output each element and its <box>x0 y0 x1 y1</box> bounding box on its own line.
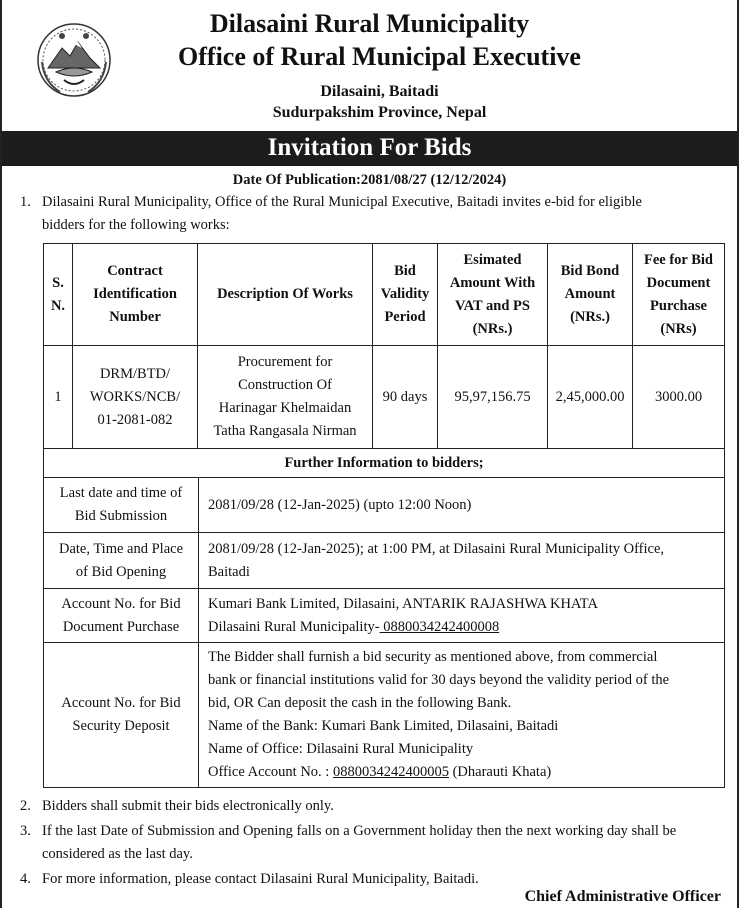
header-line: Document <box>646 274 711 291</box>
row-label <box>44 478 199 533</box>
point-number: 2. <box>20 798 31 814</box>
cell-line: Procurement for <box>237 354 333 370</box>
cell-line: Construction Of <box>238 377 332 393</box>
address-line-1: Dilasaini, Baitadi <box>320 83 439 100</box>
label-line: Security Deposit <box>72 718 170 734</box>
cell-sn: 1 <box>44 346 73 449</box>
cell-line: WORKS/NCB/ <box>89 388 181 405</box>
office-name: Office of Rural Municipal Executive <box>178 42 581 71</box>
table-row <box>44 643 725 788</box>
further-info-table <box>43 448 725 788</box>
header-line: (NRs.) <box>570 309 610 325</box>
notice-header <box>2 0 737 131</box>
cell-contract-id <box>73 346 198 449</box>
header-line: Period <box>384 309 426 325</box>
cell-line: Harinagar Khelmaidan <box>218 400 352 416</box>
value-line: bank or financial institutions valid for 30 days beyond the validity period of the <box>208 672 670 688</box>
value-line: Name of Office: Dilasaini Rural Municipality <box>208 741 474 757</box>
header-line: Purchase <box>650 297 707 314</box>
account-number: 0880034242400008 <box>379 618 500 635</box>
value-line: Baitadi <box>208 563 250 580</box>
cell-estimated-amount: 95,97,156.75 <box>438 346 548 449</box>
value-line: 2081/09/28 (12-Jan-2025); at 1:00 PM, at Dilasaini Rural Municipality Office, <box>208 540 665 557</box>
header-sn <box>44 244 73 346</box>
municipality-name: Dilasaini Rural Municipality <box>209 9 530 38</box>
row-value <box>199 478 725 533</box>
signature-title: Chief Administrative Officer <box>524 888 721 905</box>
row-value <box>199 643 725 788</box>
header-validity <box>373 244 438 346</box>
further-info-title-row <box>44 449 725 478</box>
header-bid-bond <box>548 244 633 346</box>
point-text: If the last Date of Submission and Opening falls on a Government holiday then the next working day shall be <box>42 823 677 839</box>
header-line: Bid Bond <box>560 263 620 279</box>
header-contract-id <box>73 244 198 346</box>
point-text: Dilasaini Rural Municipality, Office of the Rural Municipal Executive, Baitadi invites e-bid for eligible <box>42 194 642 210</box>
value-line <box>208 761 718 784</box>
header-line: (NRs.) <box>472 320 513 337</box>
header-line: Number <box>109 309 161 325</box>
row-value <box>199 533 725 589</box>
header-line: Amount With <box>449 274 536 291</box>
header-description <box>198 244 373 346</box>
address-line-2: Sudurpakshim Province, Nepal <box>272 104 487 121</box>
table-row <box>44 533 725 589</box>
header-line: (NRs) <box>660 320 697 337</box>
header-fee <box>633 244 725 346</box>
account-prefix: Dilasaini Rural Municipality- <box>208 618 380 635</box>
cell-fee: 3000.00 <box>633 346 725 449</box>
further-info-title: Further Information to bidders; <box>44 449 725 478</box>
table-row <box>44 589 725 643</box>
account-suffix: (Dharauti Khata) <box>448 764 552 780</box>
label-line: Document Purchase <box>62 618 180 635</box>
value-line: The Bidder shall furnish a bid security as mentioned above, from commercial <box>208 649 658 665</box>
point-number: 4. <box>20 871 31 887</box>
header-line: Validity <box>380 286 430 302</box>
value-line: Kumari Bank Limited, Dilasaini, ANTARIK RAJASHWA KHATA <box>208 595 598 612</box>
label-line: of Bid Opening <box>75 563 167 580</box>
header-line: VAT and PS <box>455 297 530 314</box>
header-line: Contract <box>107 263 163 279</box>
header-line: Fee for Bid <box>644 251 713 268</box>
point-number: 1. <box>20 194 31 210</box>
value-line <box>208 616 718 639</box>
row-label <box>44 643 199 788</box>
header-line: S. <box>52 274 64 291</box>
banner-title: Invitation For Bids <box>2 131 737 166</box>
point-text: Bidders shall submit their bids electronically only. <box>42 798 334 814</box>
cell-validity: 90 days <box>373 346 438 449</box>
label-line: Bid Submission <box>74 508 168 524</box>
label-line: Account No. for Bid <box>61 695 181 711</box>
header-estimated-amount <box>438 244 548 346</box>
bid-table-header-row <box>44 244 725 346</box>
cell-line: DRM/BTD/ <box>99 365 171 382</box>
point-text: bidders for the following works: <box>42 217 230 233</box>
publication-date: Date Of Publication:2081/08/27 (12/12/2024) <box>232 172 507 188</box>
point-number: 3. <box>20 823 31 839</box>
header-line: Esimated <box>463 251 522 268</box>
label-line: Last date and time of <box>59 485 183 501</box>
table-row <box>44 346 725 449</box>
cell-bid-bond: 2,45,000.00 <box>548 346 633 449</box>
point-text: considered as the last day. <box>42 846 193 862</box>
label-line: Account No. for Bid <box>61 595 181 612</box>
cell-description <box>198 346 373 449</box>
row-label <box>44 533 199 589</box>
bid-table <box>43 243 725 449</box>
account-number: 0880034242400005 <box>332 764 449 780</box>
row-label <box>44 589 199 643</box>
point-text: For more information, please contact Dilasaini Rural Municipality, Baitadi. <box>42 871 479 887</box>
label-line: Date, Time and Place <box>58 540 184 557</box>
row-value <box>199 589 725 643</box>
account-prefix: Office Account No. : <box>208 764 333 780</box>
header-line: N. <box>50 297 66 314</box>
header-line: Description Of Works <box>217 286 353 302</box>
header-line: Bid <box>394 263 416 279</box>
table-row <box>44 478 725 533</box>
value-line: 2081/09/28 (12-Jan-2025) (upto 12:00 Noon) <box>208 496 472 513</box>
header-line: Identification <box>93 286 177 302</box>
cell-line: Tatha Rangasala Nirman <box>213 423 357 439</box>
header-line: Amount <box>564 286 616 302</box>
cell-line: 01-2081-082 <box>97 411 173 428</box>
value-line: bid, OR Can deposit the cash in the following Bank. <box>208 695 512 711</box>
value-line: Name of the Bank: Kumari Bank Limited, Dilasaini, Baitadi <box>208 718 559 734</box>
